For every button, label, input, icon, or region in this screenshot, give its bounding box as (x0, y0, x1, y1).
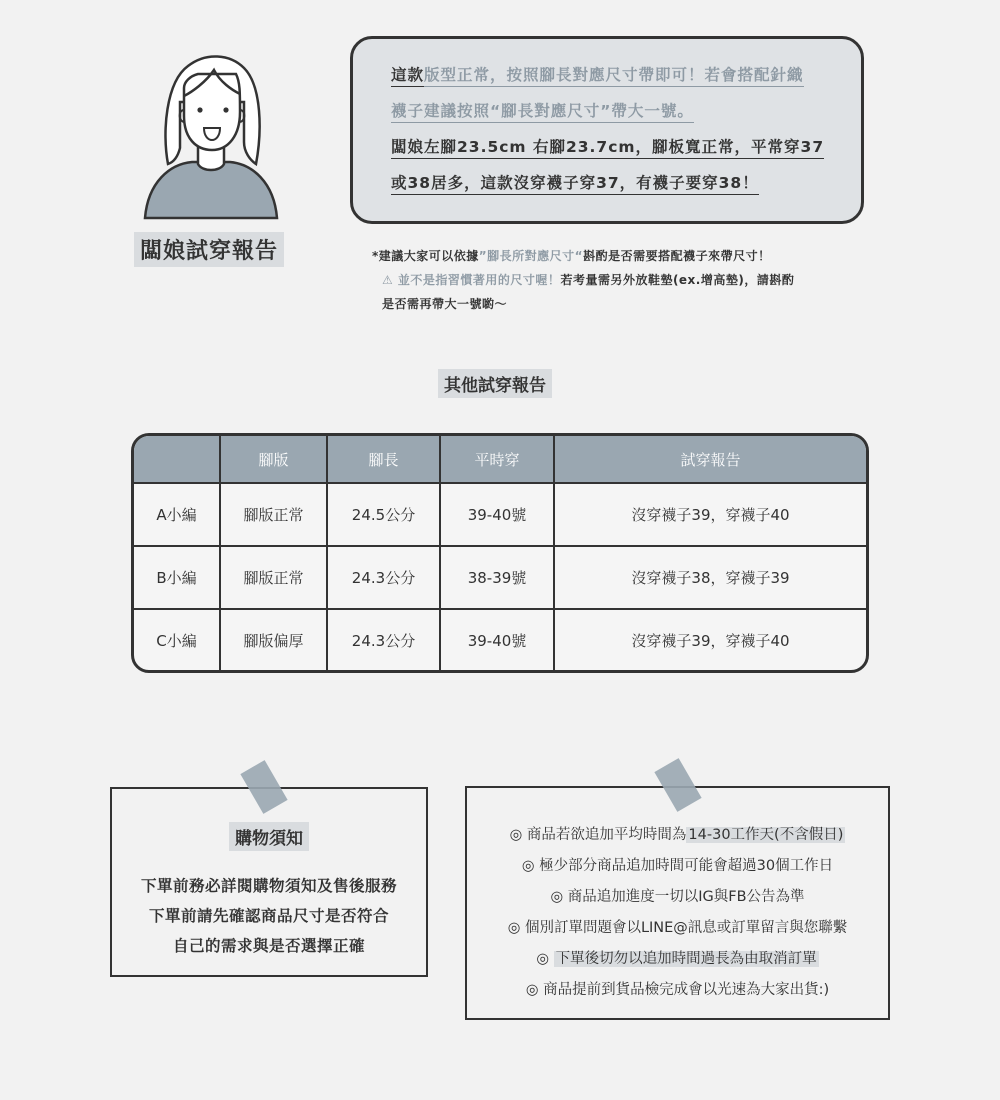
note-line-2-b: 若考量需另外放鞋墊(ex.增高墊)，請斟酌 (560, 273, 795, 287)
table-cell: 24.3公分 (327, 609, 440, 670)
table-cell: 腳版正常 (220, 483, 327, 546)
avatar-illustration (140, 52, 282, 220)
bubble-line-4 (391, 169, 825, 205)
bubble-line-1-a: 這款 (391, 66, 424, 87)
note-line-2 (372, 268, 794, 292)
restock-info-box (465, 786, 890, 1020)
other-reports-label: 其他試穿報告 (438, 369, 552, 398)
table-header (134, 436, 220, 483)
info-line-text: ◎ (536, 951, 554, 967)
note-line-1-c: 斟酌是否需要搭配襪子來帶尺寸！ (583, 249, 771, 263)
note-line-1-b: ”腳長所對應尺寸“ (478, 249, 584, 263)
table-cell: 39-40號 (440, 483, 554, 546)
table-row (134, 483, 866, 546)
shopping-notice-title: 購物須知 (229, 822, 309, 851)
info-line-text: ◎ 商品提前到貨品檢完成會以光速為大家出貨:) (525, 982, 830, 998)
table-cell: 沒穿襪子39，穿襪子40 (554, 483, 866, 546)
bubble-line-2 (391, 97, 825, 133)
table-cell: 腳版偏厚 (220, 609, 327, 670)
speech-bubble (350, 36, 864, 224)
info-line-highlight: 14-30工作天(不含假日) (688, 827, 844, 843)
table-cell: 38-39號 (440, 546, 554, 609)
info-line (467, 975, 888, 1006)
table-cell: 沒穿襪子39，穿襪子40 (631, 631, 790, 650)
bubble-line-1 (391, 61, 825, 97)
info-line-text: ◎ 商品若欲追加平均時間為 (509, 827, 687, 843)
note-line-3: 是否需再帶大一號喲～ (382, 297, 508, 311)
boss-report-label: 闆娘試穿報告 (134, 232, 284, 267)
shopping-notice-box (110, 787, 428, 977)
table-cell: 沒穿襪子38，穿襪子39 (554, 546, 866, 609)
size-report-table (131, 433, 869, 673)
table-cell: C小編 (134, 609, 220, 670)
table-cell: 39-40號 (440, 609, 554, 670)
info-line (467, 820, 888, 851)
table-row (134, 546, 866, 609)
table-cell: B小編 (134, 546, 220, 609)
notice-line: 下單前務必詳閱購物須知及售後服務 (140, 877, 397, 895)
info-line (467, 882, 888, 913)
size-note (372, 244, 794, 316)
info-line (467, 944, 888, 975)
table-cell: 24.5公分 (327, 483, 440, 546)
bubble-line-4-text: 或38居多，這款沒穿襪子穿37，有襪子要穿38！ (391, 174, 759, 195)
bubble-line-1-b: 版型正常，按照腳長對應尺寸帶即可！若會搭配針織 (424, 66, 804, 87)
info-line-text: ◎ 極少部分商品追加時間可能會超過30個工作日 (521, 858, 834, 874)
note-line-1-a: *建議大家可以依據 (372, 249, 479, 263)
info-line-highlight: 下單後切勿以追加時間過長為由取消訂單 (555, 951, 817, 967)
table-header: 腳長 (327, 436, 440, 483)
info-line-text: ◎ 商品追加進度一切以IG與FB公告為準 (550, 889, 805, 905)
table-header-row (134, 436, 866, 483)
table-row (134, 609, 866, 670)
bubble-line-3-text: 闆娘左腳23.5cm 右腳23.7cm，腳板寬正常，平常穿37 (391, 138, 824, 159)
info-line (467, 851, 888, 882)
notice-line: 下單前請先確認商品尺寸是否符合 (148, 907, 389, 925)
table-header: 腳版 (220, 436, 327, 483)
table-header: 平時穿 (440, 436, 554, 483)
shopping-notice-lines (112, 871, 426, 961)
table-cell: 腳版正常 (220, 546, 327, 609)
note-warning: ⚠ 並不是指習慣著用的尺寸喔！ (382, 273, 561, 287)
notice-line: 自己的需求與是否選擇正確 (172, 937, 365, 955)
table-header: 試穿報告 (554, 436, 866, 483)
table-cell: 24.3公分 (327, 546, 440, 609)
note-line-1 (372, 244, 794, 268)
bubble-line-3 (391, 133, 825, 169)
info-line (467, 913, 888, 944)
info-line-text: ◎ 個別訂單問題會以LINE@訊息或訂單留言與您聯繫 (507, 920, 848, 936)
table-cell: A小編 (134, 483, 220, 546)
bubble-line-2-text: 襪子建議按照“腳長對應尺寸”帶大一號。 (391, 102, 694, 123)
